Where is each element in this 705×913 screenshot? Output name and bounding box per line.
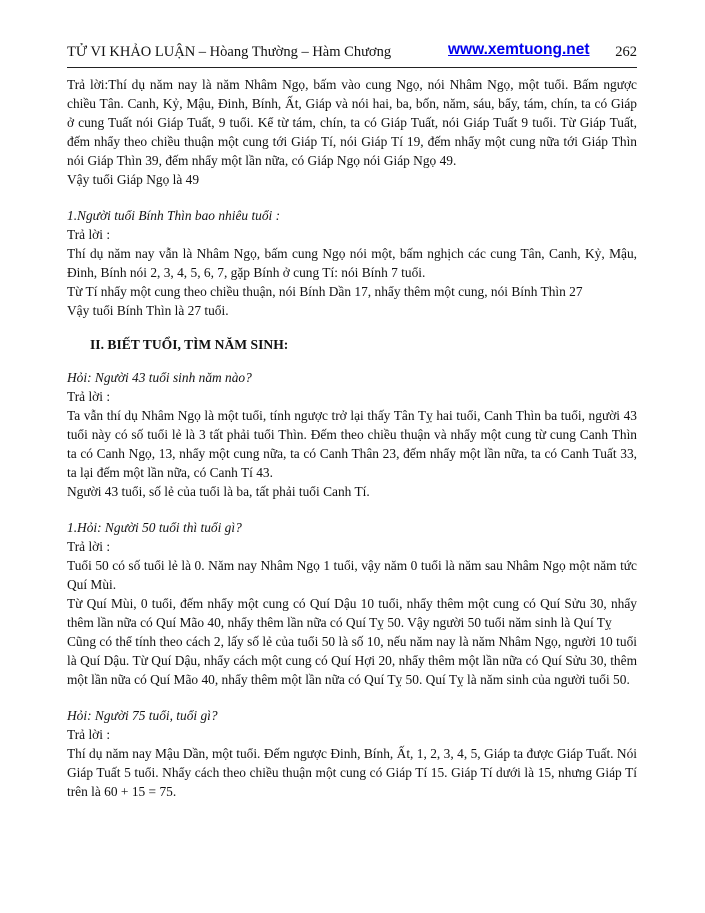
answer-3-paragraph-2: Từ Quí Mùi, 0 tuổi, đếm nhẩy một cung có Quí Dậu 10 tuổi, nhẩy thêm một cung có Quí Sửu 30, nhẩy thêm lần nữa có Quí Mão 40, nhẩy thêm lần nữa có Quí Tỵ 50. Vậy người 50 tuổi năm sinh là Quí Tỵ xyxy=(67,596,637,630)
page-content xyxy=(67,75,637,801)
answer-4-paragraph-1: Thí dụ năm nay Mậu Dần, một tuổi. Đếm ngược Đinh, Bính, Ất, 1, 2, 3, 4, 5, Giáp ta được Giáp Tuất. Nói Giáp Tuất 5 tuổi. Nhẩy cách theo chiều thuận một cung có Giáp Tí 15. Giáp Tí dưới là 15, nhưng Giáp Tí trên là 60 + 15 = 75. xyxy=(67,746,637,799)
answer-1-paragraph-2: Từ Tí nhẩy một cung theo chiều thuận, nói Bính Dần 17, nhẩy thêm một cung, nói Bính Thìn 27 xyxy=(67,284,583,299)
question-2: Hỏi: Người 43 tuổi sinh năm nào? xyxy=(67,370,252,385)
page-header xyxy=(67,40,637,64)
answer-1-paragraph-1: Thí dụ năm nay vẫn là Nhâm Ngọ, bấm cung Ngọ nói một, bấm nghịch các cung Tân, Canh, Kỷ, Mậu, Đinh, Bính nói 2, 3, 4, 5, 6, 7, gặp Bính ở cung Tí: nói Bính 7 tuổi. xyxy=(67,246,637,280)
answer-label-1: Trả lời : xyxy=(67,227,111,242)
header-title: TỬ VI KHẢO LUẬN – Hòang Thường – Hàm Chương xyxy=(67,44,392,60)
question-4: Hỏi: Người 75 tuổi, tuổi gì? xyxy=(67,708,218,723)
website-link[interactable]: www.xemtuong.net xyxy=(448,41,590,58)
answer-3-paragraph-1: Tuổi 50 có số tuổi lẻ là 0. Năm nay Nhâm Ngọ 1 tuổi, vậy năm 0 tuổi là năm sau Nhâm Ngọ một năm tức Quí Mùi. xyxy=(67,558,637,592)
answer-2-paragraph-1: Ta vẫn thí dụ Nhâm Ngọ là một tuổi, tính ngược trở lại thấy Tân Tỵ hai tuổi, Canh Thìn ba tuổi, người 43 tuổi này có số tuổi lẻ là 3 tất phải tuổi Thìn. Đếm theo chiều thuận và nhẩy một cung từ cung Canh Thìn ta có Canh Ngọ, 13, nhẩy một cung nữa, ta có Canh Thân 23, đếm nhẩy một lần nữa, ta có Canh Tuất 33, ta lại đếm một lần nữa, có Canh Tí 43. xyxy=(67,408,637,480)
answer-label-2: Trả lời : xyxy=(67,389,111,404)
header-rule xyxy=(67,67,637,68)
answer-2-paragraph-2: Người 43 tuổi, số lẻ của tuổi là ba, tất phải tuổi Canh Tí. xyxy=(67,484,370,499)
answer-label-4: Trả lời : xyxy=(67,727,111,742)
page-number: 262 xyxy=(615,44,637,60)
answer-3-paragraph-3: Cũng có thể tính theo cách 2, lấy số lẻ của tuổi 50 là số 10, nếu năm nay là năm Nhâm Ngọ, người 10 tuổi là Quí Dậu. Từ Quí Dậu, nhẩy cách một cung có Quí Hợi 20, nhẩy thêm một lần nữa có Quí Sửu 30, thêm một lần nữa có Quí Mão 40, nhẩy thêm một lần nữa có Quí Tỵ 50. Quí Tỵ là năm sinh của người tuổi 50. xyxy=(67,634,637,687)
question-3: 1.Hỏi: Người 50 tuổi thì tuổi gì? xyxy=(67,520,242,535)
question-1: 1.Người tuổi Bính Thìn bao nhiêu tuổi : xyxy=(67,208,281,223)
answer-label-3: Trả lời : xyxy=(67,539,111,554)
intro-answer: Trả lời:Thí dụ năm nay là năm Nhâm Ngọ, bấm vào cung Ngọ, nói Nhâm Ngọ, một tuổi. Bấm ngược chiều Tân. Canh, Kỷ, Mậu, Đinh, Bính, Ất, Giáp và nói hai, ba, bốn, năm, sáu, bẩy, tám, chín, ta có Giáp ở cung Tuất nói Giáp Tuất, 9 tuổi. Kể từ tám, chín, ta có Giáp Tuất, nói Giáp Tuất 9 tuổi. Từ Giáp Tuất, đếm nhẩy theo chiều thuận một cung tới Giáp Tí, nói Giáp Tí 19, đếm nhẩy một cung nữa tới Giáp Thìn nói Giáp Thìn 39, đếm nhẩy một lần nữa, có Giáp Ngọ nói Giáp Ngọ 49. xyxy=(67,77,637,168)
answer-1-paragraph-3: Vậy tuổi Bính Thìn là 27 tuổi. xyxy=(67,303,229,318)
section-heading: II. BIẾT TUỔI, TÌM NĂM SINH: xyxy=(90,337,289,352)
intro-conclusion: Vậy tuổi Giáp Ngọ là 49 xyxy=(67,172,200,187)
